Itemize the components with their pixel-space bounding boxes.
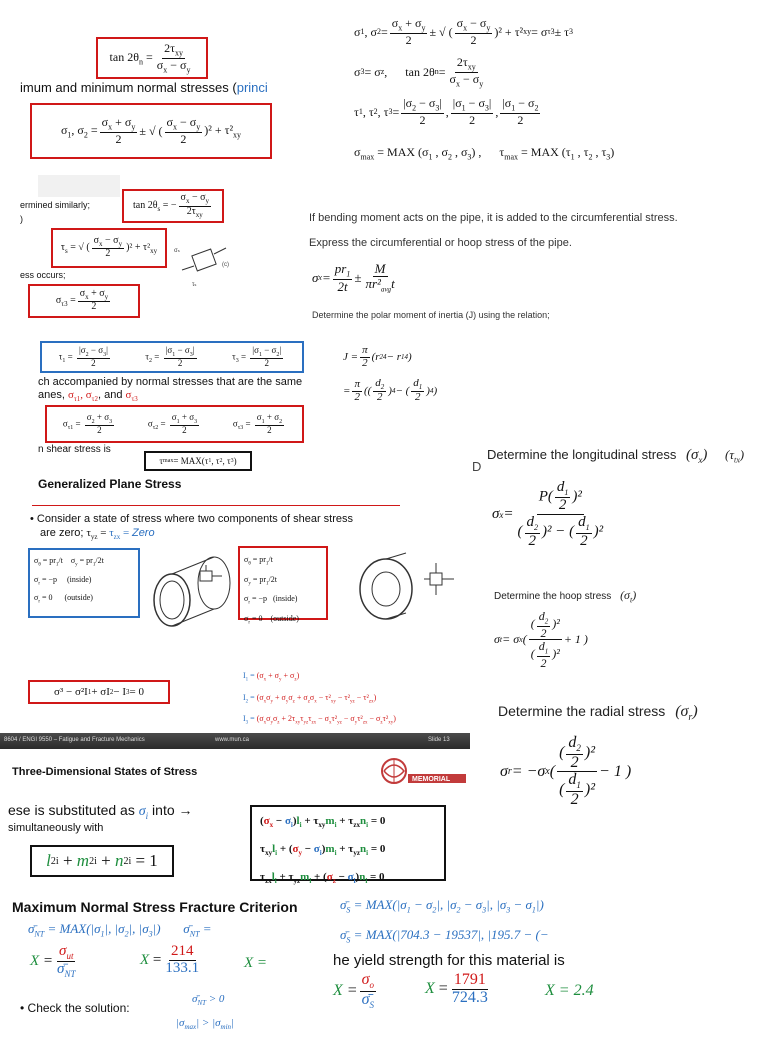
- stress-occurs-label: ess occurs;: [20, 270, 66, 280]
- thin-wall-stress-box: $\sigma_\theta = pr_1/t$ $\sigma_y = pr_1/2t$ $\sigma_r = -p$ (inside) $\sigma_r = 0$ (outside): [28, 548, 140, 618]
- polar-moment-text: Determine the polar moment of inertia (J) using the relation;: [312, 310, 550, 320]
- longitudinal-stress-heading: Determine the longitudinal stress $(\sigma_x)$ $(\tau_{tx})$: [487, 447, 745, 465]
- tan-2theta-n-equation-box: $\tan 2\theta_n$ = $\frac{2\tau_{xy}}{\sigma_x - \sigma_y}$: [96, 37, 208, 79]
- principal-stress-equation-box: $\sigma_1$, $\sigma_2$ = $\frac{\sigma_x + \sigma_y}{2}$ ± √ ( $\frac{\sigma_x - \sigma_y}{2}$ )$^2 + \tau^2_{xy}$: [30, 103, 272, 159]
- substituted-text: ese is substituted as $\sigma_i$ into →: [8, 802, 193, 821]
- safety-factor-cut: X =: [244, 955, 268, 971]
- svg-text:(c): (c): [222, 262, 229, 268]
- longitudinal-stress-equation: σ x = P( $\frac{d_1}{2}$ )² ( $\frac{d_2}{2}$ )² − ( $\frac{d_1}{2}$ )²: [492, 479, 604, 549]
- thin-cylinder-sketch: [142, 545, 234, 637]
- principal-shear-equations-box: $\tau_1$ = $\frac{|\sigma_2 - \sigma_3|}{2}$ $\tau_2$ = $\frac{|\sigma_1 - \sigma_3|}{2}$ $\tau_3$ = $\frac{|\sigma_1 - \sigma_2|}{2}$: [40, 341, 304, 373]
- eigen-system-box: $(\sigma_x - \sigma_i)l_i + \tau_{xy}m_i + \tau_{zx}n_i = 0$ $\tau_{xy}l_i + (\sigma_y - \sigma_i)m_i + \tau_{yz}n_i = 0$ $\tau_{zx}l_i + \tau_{yz}m_i + (\sigma_z - \sigma_i)n_i = 0$: [250, 805, 446, 881]
- determined-similarly-label: ermined similarly;: [20, 200, 91, 210]
- faded-background-snippet: [38, 175, 120, 197]
- memorial-university-logo: [378, 754, 470, 788]
- check-conditions: $\sigmā_{NT} > 0$ $|\sigma_{max}| > |\sigma_{min}|$: [176, 993, 235, 1032]
- hoop-stress-heading: Determine the hoop stress $(\sigma_t)$: [494, 588, 637, 605]
- sigma-nt-equation: $\sigmā_{NT} = MAX(|\sigma_1|$, $|\sigma_2|$, $|\sigma_3|$) $\sigmā_{NT}$ =: [28, 921, 212, 939]
- principal-stresses-heading: imum and minimum normal stresses (princi: [20, 80, 268, 95]
- radial-stress-heading: Determine the radial stress $(\sigma_r)$: [498, 703, 698, 724]
- stress-element-sketch: [172, 236, 236, 290]
- svg-text:MEMORIAL: MEMORIAL: [412, 776, 451, 783]
- hoop-stress-equation: σ t = σ x ( ( $\frac{d_2}{2}$ )² ( $\frac{d_1}{2}$ )² + 1 ): [494, 609, 588, 671]
- title-separator-line: [32, 505, 400, 506]
- simultaneously-with-text: simultaneously with: [8, 822, 104, 834]
- principal-stress-3d-equations: σ 1 , σ 2 = $\frac{\sigma_x + \sigma_y}{2}$ ± √ ( $\frac{\sigma_x - \sigma_y}{2}$ )² + τ² xy = σ τ3 ± τ 3 σ 3 = σ z , tan 2θ n = $\frac{2\tau_{xy}}{\sigma_x - \sigma_y}$ τ 1 , τ 2 , τ 3 = $\frac{|\sigma_2 - \sigma_3|}{2}$ , $\frac{|\sigma_1 - \sigma_3|}{2}$ , $\frac{|\sigma_1 - \sigma_2}{2}$ $\sigma_{max}$ = MAX ($\sigma_1$ , $\sigma_2$ , $\sigma_3$) , $\tau_{max}$ = MAX ($\tau_1$ , $\tau_2$ , $\tau_3$): [354, 16, 615, 162]
- paren-label: ): [20, 214, 23, 224]
- yield-safety-numeric: X = $\frac{1791}{724.3}$: [425, 971, 488, 1006]
- bending-moment-text: If bending moment acts on the pipe, it is added to the circumferential stress.: [309, 212, 678, 224]
- radial-stress-equation: σ r = −σ x ( ( $\frac{d_2}{2}$ )² ( $\frac{d_1}{2}$ )² − 1 ): [500, 734, 632, 809]
- tan-2theta-s-equation-box: $\tan 2\theta_s$ = − $\frac{\sigma_x - \sigma_y}{2\tau_{xy}}$: [122, 189, 224, 223]
- tau-max-equation-box: τ max = MAX(τ 1 , τ 2 , τ 3 ): [144, 451, 252, 471]
- thick-wall-stress-box: $\sigma_\theta = pr_1/t$ $\sigma_y = pr_1/2t$ $\sigma_r = -p$ (inside) $\sigma_r = 0$ (outside): [238, 546, 328, 620]
- thick-cylinder-sketch: [350, 545, 462, 627]
- check-solution-label: • Check the solution:: [20, 1001, 130, 1015]
- svg-text:σs: σs: [174, 248, 180, 254]
- characteristic-equation-box: σ³ − σ²I 1 + σI 2 − I 3 = 0: [28, 680, 170, 704]
- normal-stresses-on-shear-planes-box: $\sigma_{\tau 1}$ = $\frac{\sigma_2 + \sigma_3}{2}$ $\sigma_{\tau 2}$ = $\frac{\sigma_1 + \sigma_3}{2}$ $\sigma_{\tau 3}$ = $\frac{\sigma_1 + \sigma_2}{2}$: [45, 405, 304, 443]
- three-dimensional-states-title: Three-Dimensional States of Stress: [12, 766, 198, 778]
- normal-stress-on-shear-plane-box: $\sigma_{\tau 3}$ = $\frac{\sigma_x + \sigma_y}{2}$: [28, 284, 140, 318]
- safety-factor-numeric: X = $\frac{214}{133.1}$: [140, 943, 200, 976]
- max-shear-equation-box: $\tau_s$ = √ ( $\frac{\sigma_x - \sigma_y}{2}$ )$^2 + \tau^2_{xy}$: [51, 228, 167, 268]
- sigma-s-values: $\sigmā_S = MAX(|704.3 - 19537|$, |195.7 − (−: [340, 927, 549, 945]
- yield-strength-text: he yield strength for this material is: [333, 952, 565, 969]
- slide-footer-bar: 8604 / ENGI 9550 – Fatigue and Fracture Mechanics www.mun.ca Slide 13: [0, 733, 470, 749]
- hoop-stress-express-text: Express the circumferential or hoop stress of the pipe.: [309, 237, 572, 249]
- hoop-stress-bending-equation: σ x = $\frac{pr_1}{2t}$ ± $\frac{M}{\pi r^2_{avg}t}$: [312, 261, 395, 294]
- svg-text:τs: τs: [192, 282, 197, 288]
- yield-safety-formula: X = $\frac{\sigma_o}{\sigmā_S}$: [333, 971, 374, 1010]
- safety-factor-formula: X = $\frac{\sigma_{ut}}{\sigmā_{NT}}$: [30, 943, 76, 980]
- longitudinal-prefix: D: [472, 459, 482, 474]
- accompanied-normal-stress-text: ch accompanied by normal stresses that are the same anes, $\sigma_{\tau 1}$, $\sigma_{\tau 2}$, and $\sigma_{\tau 3}$: [38, 376, 303, 404]
- max-shear-stress-label: n shear stress is: [38, 444, 111, 455]
- polar-moment-equation: J = $\frac{\pi}{2}$ (r 2 4 − r 1 4 ) = $\frac{\pi}{2}$ (( $\frac{d_2}{2}$ ) 4 − ( $\frac{d_1}{2}$ ) 4 ): [343, 343, 438, 404]
- direction-cosine-box: l 2 i + m 2 i + n 2 i = 1: [30, 845, 174, 877]
- yield-safety-result: X = 2.4: [545, 982, 594, 999]
- fracture-criterion-title: Maximum Normal Stress Fracture Criterion: [12, 899, 298, 915]
- consider-state-of-stress-text: • Consider a state of stress where two components of shear stress are zero; $\tau_{yz} = \tau_{zx}$ = Zero: [30, 513, 353, 542]
- sigma-s-equation: $\sigmā_S = MAX(|\sigma_1 - \sigma_2|$, $|\sigma_2 - \sigma_3|$, $|\sigma_3 - \sigma_1|$): [340, 897, 544, 915]
- stress-invariants-equations: $I_1 = (\sigma_x + \sigma_y + \sigma_z)$ $I_2 = (\sigma_x\sigma_y + \sigma_y\sigma_z + \sigma_z\sigma_x - \tau^2_{xy} - \tau^2_{yz} - \tau^2_{zx})$ $I_3 = (\sigma_x\sigma_y\sigma_z + 2\tau_{xy}\tau_{yz}\tau_{zx} - \sigma_x\tau^2_{yz} - \sigma_y\tau^2_{zx} - \sigma_z\tau^2_{xy})$: [243, 671, 396, 726]
- generalized-plane-stress-title: Generalized Plane Stress: [38, 477, 182, 491]
